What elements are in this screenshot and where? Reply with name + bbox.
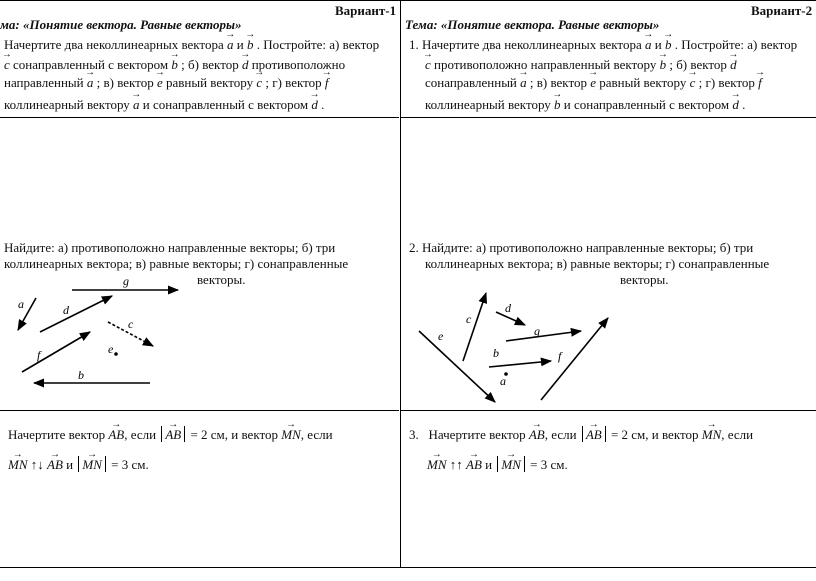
v2-vector-e [419, 331, 495, 402]
v2-label-b: b [493, 346, 499, 360]
vector-b: → b [247, 35, 254, 52]
variant-2-column [401, 0, 816, 568]
vector-e: → e [157, 73, 163, 90]
v2-vector-figure [401, 285, 631, 410]
v1-vector-f [22, 332, 90, 372]
vector-d: → d [311, 95, 318, 112]
v1-task2-line1: Найдите: а) противоположно направленные векторы; б) три [4, 240, 336, 255]
v2-vector-b [489, 361, 551, 367]
variant-1-theme: ма: «Понятие вектора. Равные векторы» [0, 17, 242, 32]
v2-task2-line3: векторы. [620, 272, 669, 287]
v2-label-d: d [505, 301, 511, 315]
variant-1-header: Вариант-1 [335, 3, 397, 18]
v2-label-e: e [438, 329, 444, 343]
vector-a: → a [133, 95, 140, 112]
v2-task1-line4: коллинеарный вектору → b и сонаправленный с вектором → d . [425, 95, 745, 112]
v1-label-e: e [108, 342, 114, 356]
v1-task1-separator [0, 117, 399, 118]
v1-vector-d [40, 296, 112, 332]
v1-task1-line2: → c сонаправленный с вектором → b ; б) вектор → d противоположно [4, 55, 345, 72]
vector-c: → c [4, 55, 10, 72]
v2-task3-line2: → MN ↑↑ → AB и → MN = 3 см. [427, 455, 568, 472]
v2-vector-g [506, 331, 581, 341]
vector-d: → d [242, 55, 249, 72]
vector-c: → c [256, 73, 262, 90]
v1-task2-line3: векторы. [197, 272, 246, 287]
variant-1-column [0, 0, 399, 568]
v2-vector-c [463, 293, 486, 361]
v2-label-f: f [558, 349, 562, 363]
v1-label-b: b [78, 368, 84, 382]
v1-vector-figure [0, 270, 260, 400]
v2-task1-separator [401, 117, 816, 118]
v2-label-a: a [500, 374, 506, 388]
v1-task2-line2: коллинеарных вектора; в) равные векторы; г) сонаправленные [4, 256, 349, 271]
v2-task2-line1: 2. Найдите: а) противоположно направленные векторы; б) три [409, 240, 754, 255]
v1-label-a: a [18, 297, 24, 311]
vector-f: → f [325, 73, 329, 90]
v2-task2-separator [401, 410, 816, 411]
v1-task1-line4: коллинеарный вектору → a и сонаправленный с вектором → d . [4, 95, 324, 112]
v1-task1-line3: направленный → a ; в) вектор → e равный вектору → c ; г) вектор → f [4, 73, 329, 90]
v1-task3-line2: → MN ↑↓ → AB и → MN = 3 см. [8, 455, 149, 472]
v2-task1-line3: сонаправленный → a ; в) вектор → e равный вектору → c ; г) вектор → f [425, 73, 762, 90]
v1-task2-separator [0, 410, 399, 411]
variant-2-theme: Тема: «Понятие вектора. Равные векторы» [405, 17, 660, 32]
v1-label-d: d [63, 303, 69, 317]
vector-b: → b [171, 55, 178, 72]
v2-label-c: c [466, 312, 472, 326]
v2-label-g: g [534, 324, 540, 338]
v2-vector-f [541, 318, 608, 400]
v2-task2-line2: коллинеарных вектора; в) равные векторы; г) сонаправленные [425, 256, 770, 271]
vector-a: → a [227, 35, 234, 52]
v1-task3-line1: Начертите вектор → AB, если → AB = 2 см, и вектор → MN, если [8, 425, 333, 442]
v1-zero-vector-point [114, 352, 118, 356]
v1-label-f: f [37, 348, 41, 362]
v1-label-c: c [128, 317, 134, 331]
v2-task1-line1: 1. Начертите два неколлинеарных вектора → a и → b . Постройте: а) вектор [409, 35, 797, 52]
vector-a: → a [87, 73, 94, 90]
v2-task1-line2: → c противоположно направленный вектору → b ; б) вектор → d [425, 55, 737, 72]
v1-label-g: g [123, 274, 129, 288]
v1-task1-line1: Начертите два неколлинеарных вектора → a и → b . Постройте: а) вектор [4, 35, 379, 52]
v2-task3-line1: 3. Начертите вектор → AB, если → AB = 2 см, и вектор → MN, если [409, 425, 753, 442]
variant-2-header: Вариант-2 [751, 3, 813, 18]
